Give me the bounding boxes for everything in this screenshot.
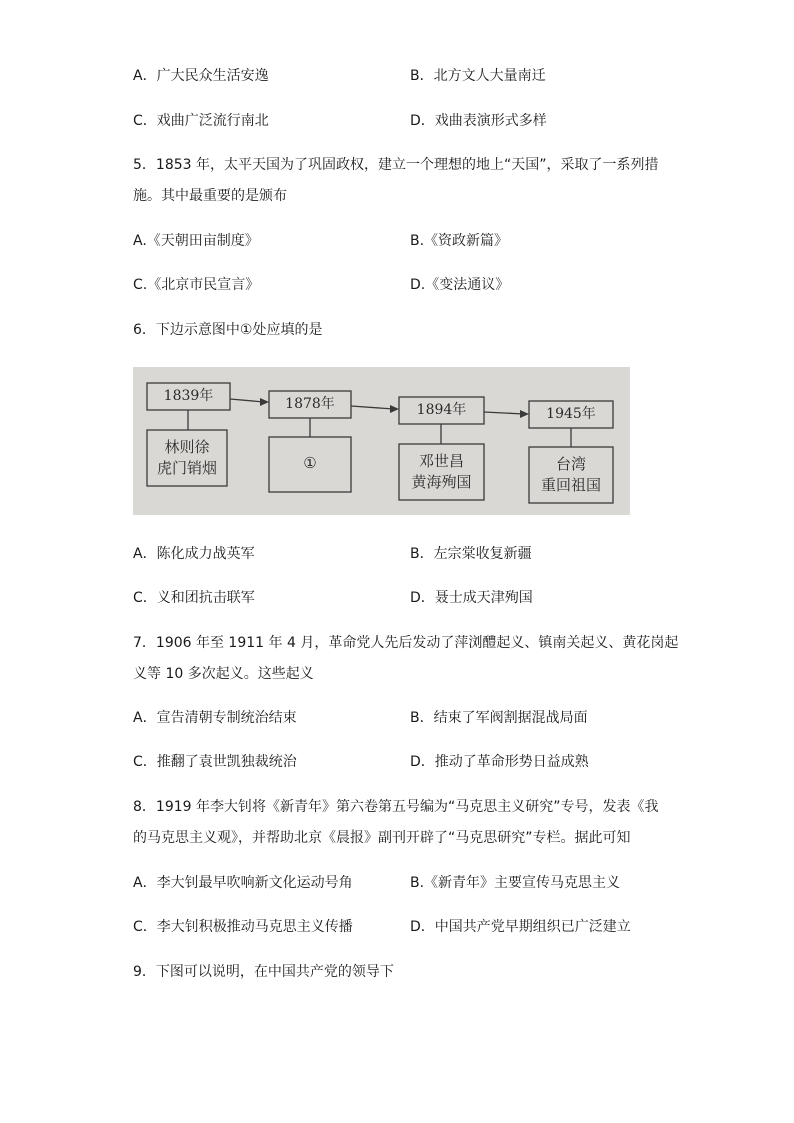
event-4-line2: 重回祖国 [540,476,601,494]
arrow-head-2 [390,405,399,413]
arrow-head-3 [520,410,529,418]
q8-option-d: D．中国共产党早期组织已广泛建立 [410,919,631,935]
arrow-head-1 [260,398,269,406]
q6-option-c: C．义和团抗击联军 [133,590,255,606]
q4-option-d: D．戏曲表演形式多样 [410,113,547,129]
q6-option-d: D．聂士成天津殉国 [410,590,533,606]
q7-option-a: A．宣告清朝专制统治结束 [133,710,297,726]
event-3-line1: 邓世昌 [418,452,464,470]
q4-option-b: B．北方文人大量南迁 [410,68,546,84]
q7-stem-line1: 7．1906 年至 1911 年 4 月，革命党人先后发动了萍浏醴起义、镇南关起义、黄花岗起 [133,635,679,651]
year-label-4: 1945年 [546,406,596,422]
q6-option-b: B．左宗棠收复新疆 [410,546,532,562]
event-2-placeholder: ① [303,454,317,472]
timeline-diagram [133,367,630,515]
event-1-line1: 林则徐 [164,438,210,456]
q5-option-d: D.《变法通议》 [410,277,510,293]
q5-option-b: B.《资政新篇》 [410,233,509,249]
q8-option-c: C．李大钊积极推动马克思主义传播 [133,919,353,935]
q7-option-c: C．推翻了袁世凯独裁统治 [133,754,297,770]
q8-stem-line1: 8．1919 年李大钊将《新青年》第六卷第五号编为“马克思主义研究”专号，发表《我 [133,799,659,815]
q9-stem: 9．下图可以说明，在中国共产党的领导下 [133,964,394,980]
q7-option-d: D．推动了革命形势日益成熟 [410,754,589,770]
q5-option-c: C.《北京市民宣言》 [133,277,260,293]
q5-stem-line2: 施。其中最重要的是颁布 [133,188,287,204]
q7-option-b: B．结束了军阀割据混战局面 [410,710,588,726]
q8-stem-line2: 的马克思主义观》，并帮助北京《晨报》副刊开辟了“马克思研究”专栏。据此可知 [133,830,631,846]
q5-option-a: A.《天朝田亩制度》 [133,233,259,249]
year-label-2: 1878年 [285,396,335,412]
q4-option-a: A．广大民众生活安逸 [133,68,269,84]
year-label-1: 1839年 [163,388,214,404]
q6-stem: 6．下边示意图中①处应填的是 [133,322,323,338]
event-3-line2: 黄海殉国 [411,473,472,491]
q4-option-c: C．戏曲广泛流行南北 [133,113,269,129]
q7-stem-line2: 义等 10 多次起义。这些起义 [133,666,314,682]
event-4-line1: 台湾 [555,455,586,473]
event-1-line2: 虎门销烟 [156,459,217,477]
q6-option-a: A．陈化成力战英军 [133,546,255,562]
q5-stem-line1: 5．1853 年，太平天国为了巩固政权，建立一个理想的地上“天国”，采取了一系列措 [133,157,659,173]
q8-option-a: A．李大钊最早吹响新文化运动号角 [133,875,353,891]
q8-option-b: B.《新青年》主要宣传马克思主义 [410,875,621,891]
year-label-3: 1894年 [416,402,467,418]
